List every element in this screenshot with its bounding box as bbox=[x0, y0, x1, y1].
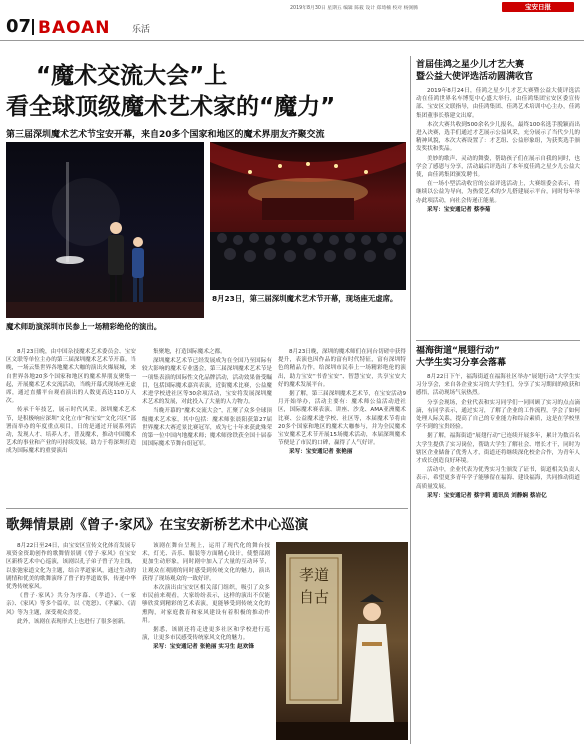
theater-audience-image bbox=[210, 142, 406, 290]
right-mid-p2: 分享会现场，企业代表和实习同学们一同回顾了实习的点点滴滴，有同学表示，通过实习，了解了企业的工作流程，学会了如何处理人际关系，提高了自己的专业能力和综合素质，这是在学校里学不到的宝贵经验。 bbox=[416, 399, 580, 431]
lead-credit: 采写：宝安通记者 张艳丽 bbox=[289, 449, 353, 456]
masthead-rule bbox=[0, 40, 584, 41]
right-mid-body bbox=[416, 373, 580, 743]
lead-photo-left-caption: 魔术师助演深圳市民参上一场精彩绝伦的演出。 bbox=[6, 322, 162, 331]
lead-col2-p1: 集聚地，打造国际魔术之都。 bbox=[153, 349, 226, 355]
right-top-p1: 2019年8月24日，佳鸿之星少儿才艺大赛暨公益大使评选活动在佳鸿世界名车博览中心盛大举行，由佳鸿集团宝安区委宣传部、宝安区文联指导，由佳鸿集团、佳鸿艺术培训中心主办，佳鸿集团董事长蔡建文出席。 bbox=[416, 88, 580, 119]
section-english: BAOAN bbox=[38, 18, 111, 38]
bottom-col1-p3: 此外，该剧在表现形式上也进行了很多创新。 bbox=[17, 618, 129, 625]
lead-col3-p2: 据了解，第三届深圳魔术艺术节，在宝安活动9月开始举办，活动主要有：魔术师公益活动进社区，国际魔术赛表演、讲座、沙龙、AMA亚洲魔术比赛、公益魔术进学校、社区等，本届魔术节将由20多个国家和地区的魔术大咖参与，并为全民魔术宝安魔术艺术节开展15场魔术活动，本届深圳魔术节便是了市民的口碑，赢得了人气好评。 bbox=[278, 391, 406, 447]
right-top-credit: 采写：宝安通记者 蔡李菊 bbox=[427, 206, 491, 213]
bottom-photo bbox=[276, 542, 408, 740]
bottom-col1-p1: 8月22日至24日，由宝安区宣传文化体育发展专项资金资助创作的歌舞情景剧《曾子·家风》在宝安区新桥艺术中心巡演，该剧以孔子弟子曾子为主线，以张弛家道文化为主题，结合孝道家风，通过生动的剧情和优美的歌舞演绎了曾子的孝道故事，传递中华优秀传统家风。 bbox=[6, 543, 136, 591]
right-mid-title-line1: 福海街道“展翅行动” bbox=[416, 346, 500, 356]
bottom-col1-p2: 《曾子·家风》共分为序幕、《孝道》、《一家亲》、《家风》等多个篇章，以《宽恕》、《孝廉》、《清风》等为主题，深受观众喜爱。 bbox=[6, 593, 136, 616]
right-top-body bbox=[416, 87, 580, 335]
lead-body-col3 bbox=[278, 348, 406, 506]
bottom-title: 歌舞情景剧《曾子·家风》在宝安新桥艺术中心巡演 bbox=[6, 517, 309, 533]
bottom-body-col1 bbox=[6, 542, 136, 742]
lead-photo-left bbox=[6, 142, 204, 318]
right-mid-p4: 活动中，企业代表为优秀实习生颁发了证书，街道相关负责人表示，希望更多青年学子能够留在福海、建设福海，共同推动街道高质量发展。 bbox=[416, 467, 580, 490]
right-top-title-line1: 首届佳鸿之星少儿才艺大赛 bbox=[416, 60, 525, 70]
right-divider bbox=[416, 340, 580, 341]
stage-performer-image bbox=[276, 542, 408, 740]
right-mid-p1: 8月22日下午，福海街道在福海社区举办“展翅行动”大学生实习分享会，来自各企业实习的大学生们，分享了实习期间的收获和感悟，活动现场气氛热烈。 bbox=[416, 374, 580, 397]
right-top-p2: 本次大赛共收到500余名少儿报名，最终100名选手脱颖而出进入决赛，选手们通过才艺展示公益风采，充分展示了当代少儿的精神风貌，本次大赛设置了：才艺组、公益形象组，为获奖选手颁发奖状和奖品。 bbox=[416, 121, 580, 153]
lead-col3-p1: 8月23日晚，深圳的魔术师们在同台切磋中获得提升，表演也因作品的富有时代特征，富有深圳特色的精品力作，给深圳市民奉上一场精彩绝伦的演出，助力宝安“书香宝安”、智慧宝安，共享宝安大好的魔术发展平台。 bbox=[278, 349, 406, 388]
bottom-col2-p1: 该剧在舞台呈现上，运用了现代化的舞台技术，灯光、音乐、服装等方面精心设计，使整部剧更加生动形象，同时剧中加入了大量的互动环节，让观众在观剧的同时感受到传统文化的魅力，演出获得了现场观众的一致好评。 bbox=[142, 543, 270, 582]
lead-col2-p3: 当晚开幕的“魔术交流大会”，汇聚了众多全球顶级魔术艺术家，其中包括：魔术师张晨阳获第27届世界魔术大赛近景比赛冠军，成为七十年来获此殊荣的第一位中国内地魔术师；魔术师徐铁获全国十届泰国国际魔术节舞台组冠军。 bbox=[142, 408, 272, 448]
lead-photo-right bbox=[210, 142, 406, 290]
right-top-p3: 美妙的歌声、灵动的舞姿，帮助孩子们在展示自我的同时，也学会了感恩与分享，活动最后评选出了本年度佳鸿之星少儿公益大使，由佳鸿集团颁发聘书。 bbox=[416, 155, 580, 179]
lead-title-line2: 看全球顶级魔术艺术家的“魔力” bbox=[6, 94, 336, 120]
right-mid-p3: 据了解，福海街道“展翅行动”已连续开展多年，累计为数百名大学生提供了实习岗位，帮助大学生了解社会、增长才干，同时为辖区企业储备了优秀人才，街道还将继续深化校企合作，为青年人才成长创造良好环境。 bbox=[416, 433, 580, 465]
bottom-col2-p3: 据悉，该剧还将走进更多社区和学校进行巡演，让更多市民感受传统家风文化的魅力。 bbox=[142, 627, 270, 642]
bottom-credit: 采写：宝安通记者 张艳丽 实习生 赵欢锋 bbox=[153, 644, 254, 651]
column-divider bbox=[410, 56, 411, 744]
lead-body-col2 bbox=[142, 348, 272, 506]
magic-stage-image bbox=[6, 142, 204, 318]
lead-bottom-rule bbox=[6, 508, 408, 509]
right-top-p4: 在一场小型活动收官的公益评选活动上，大赛组委会表示，将继续以公益为导向，为热爱艺术的少儿搭建展示平台，同时每年举办此项活动，向社会传递正能量。 bbox=[416, 181, 580, 204]
lead-title-line1: “魔术交流大会”上 bbox=[36, 63, 228, 89]
lead-col1-p1: 8月23日晚，由中国杂技魔术艺术委员会、宝安区文联等单位主办的第三届深圳魔术艺术节开幕。当晚，一场云集世界各地魔术大咖的演出火爆展城，来自世界各地20多个国家和地区的魔术界朋友聚集一起，开展魔术艺术交流活动，当晚开幕式现场座无虚席，通过直播平台观看演出的人数更高达110万人次。 bbox=[6, 349, 136, 405]
masthead bbox=[0, 0, 584, 42]
logo-text: 宝安日报 bbox=[525, 3, 551, 11]
bottom-col2-p2: 本次演出由宝安区相关部门组织，吸引了众多市民前来观看，大家纷纷表示，这样的演出不仅能够欣赏到精彩的艺术表演，更能够受到传统文化的熏陶，对家庭教育和家风建设有着积极的推动作用。 bbox=[142, 585, 270, 624]
right-top-title-line2: 暨公益大使评选活动圆满收官 bbox=[416, 72, 534, 82]
right-mid-title-line2: 大学生实习分享会落幕 bbox=[416, 358, 507, 368]
lead-col2-p2: 深圳魔术艺术节已经发展成为在全国乃至国际有较大影响的魔术专业盛会，第三届深圳魔术艺术节是一项集表演的国际性文化品牌活动，活动效果备受瞩目，包括国际魔术嘉宾表演，近街魔术比赛，公益魔术进学校进社区等30余项活动，宝安将发展深圳魔术艺术的发展，对此投入了大量的人力物力。 bbox=[142, 358, 272, 406]
section-divider bbox=[32, 19, 34, 35]
newspaper-logo bbox=[502, 2, 574, 12]
lead-body-col1 bbox=[6, 348, 136, 506]
section-chinese: 乐活 bbox=[132, 25, 151, 35]
lead-subtitle: 第三届深圳魔术艺术节宝安开幕，来自20多个国家和地区的魔术界朋友齐聚交流 bbox=[6, 130, 325, 140]
page-meta: 2019年8月30日 星期五 编辑 陈筱 设计 郑琦楠 校对 杨弼腾 bbox=[290, 6, 418, 11]
lead-photo-right-caption: 8月23日，第三届深圳魔术艺术节开幕，现场座无虚席。 bbox=[212, 294, 398, 303]
photo-calligraphy-text: 孝道自古 bbox=[298, 566, 329, 606]
bottom-body-col2 bbox=[142, 542, 270, 742]
right-mid-credit: 采写：宝安通记者 蔡宇莉 通讯员 刘静娴 蔡岩亿 bbox=[427, 492, 547, 499]
lead-col1-p2: 传承千年技艺，展示时代风采。深圳魔术艺术节，是积极响应深圳“文化立市”和宝安“文化兴区”部署而举办的年度重点项目，日的是通过开展系列活动，发现人才、培养人才，普及魔术，推动中国魔术艺术的事业和产业的可持续发展，助力于将深圳打造成为国际魔术的重要演出 bbox=[6, 407, 136, 455]
page-number: 07 bbox=[6, 16, 32, 37]
